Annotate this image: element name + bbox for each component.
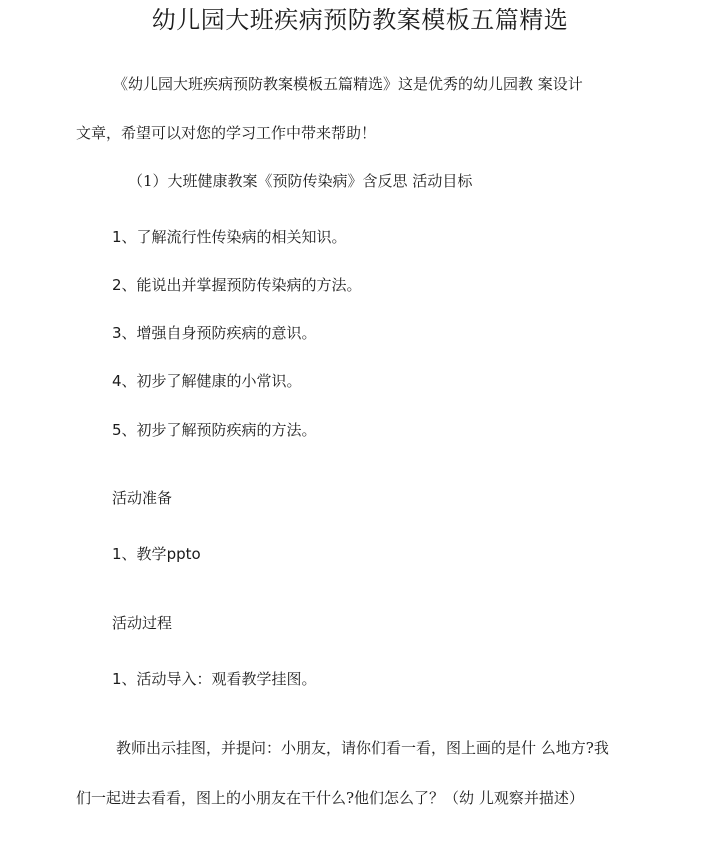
intro-line-1: 《幼儿园大班疾病预防教案模板五篇精选》这是优秀的幼儿园教 案设计 <box>113 75 583 93</box>
process-number: 1、 <box>112 670 137 688</box>
goal-text: 了解流行性传染病的相关知识。 <box>136 228 347 246</box>
process-heading: 活动过程 <box>112 614 173 632</box>
goal-text: 增强自身预防疾病的意识。 <box>136 324 317 342</box>
goal-item-2 <box>112 275 362 295</box>
process-text: 活动导入：观看教学挂图。 <box>136 670 317 688</box>
goal-item-1 <box>112 227 347 247</box>
goal-text: 初步了解健康的小常识。 <box>136 372 302 390</box>
goal-number: 3、 <box>112 324 137 342</box>
prep-text: 教学 <box>136 545 167 563</box>
paragraph-line-1: 教师出示挂图，并提问：小朋友，请你们看一看，图上画的是什 么地方?我 <box>116 739 609 757</box>
goal-number: 4、 <box>112 372 137 390</box>
goal-number: 5、 <box>112 421 137 439</box>
goal-item-3 <box>112 323 317 343</box>
goal-text: 初步了解预防疾病的方法。 <box>136 421 317 439</box>
prep-item-1 <box>112 544 201 564</box>
goal-number: 1、 <box>112 228 137 246</box>
process-item-1 <box>112 669 317 689</box>
intro-line-2: 文章，希望可以对您的学习工作中带来帮助！ <box>76 124 377 142</box>
goal-number: 2、 <box>112 276 137 294</box>
prep-text-latin: ppto <box>166 545 201 563</box>
goal-item-5 <box>112 420 317 440</box>
goal-item-4 <box>112 371 302 391</box>
paragraph-line-2: 们一起进去看看，图上的小朋友在干什么?他们怎么了？（幼 儿观察并描述） <box>76 789 584 807</box>
prep-heading: 活动准备 <box>112 489 173 507</box>
goal-text: 能说出并掌握预防传染病的方法。 <box>136 276 362 294</box>
section-heading: （1）大班健康教案《预防传染病》含反思 活动目标 <box>128 172 473 190</box>
document-title: 幼儿园大班疾病预防教案模板五篇精选 <box>151 6 569 34</box>
prep-number: 1、 <box>112 545 137 563</box>
